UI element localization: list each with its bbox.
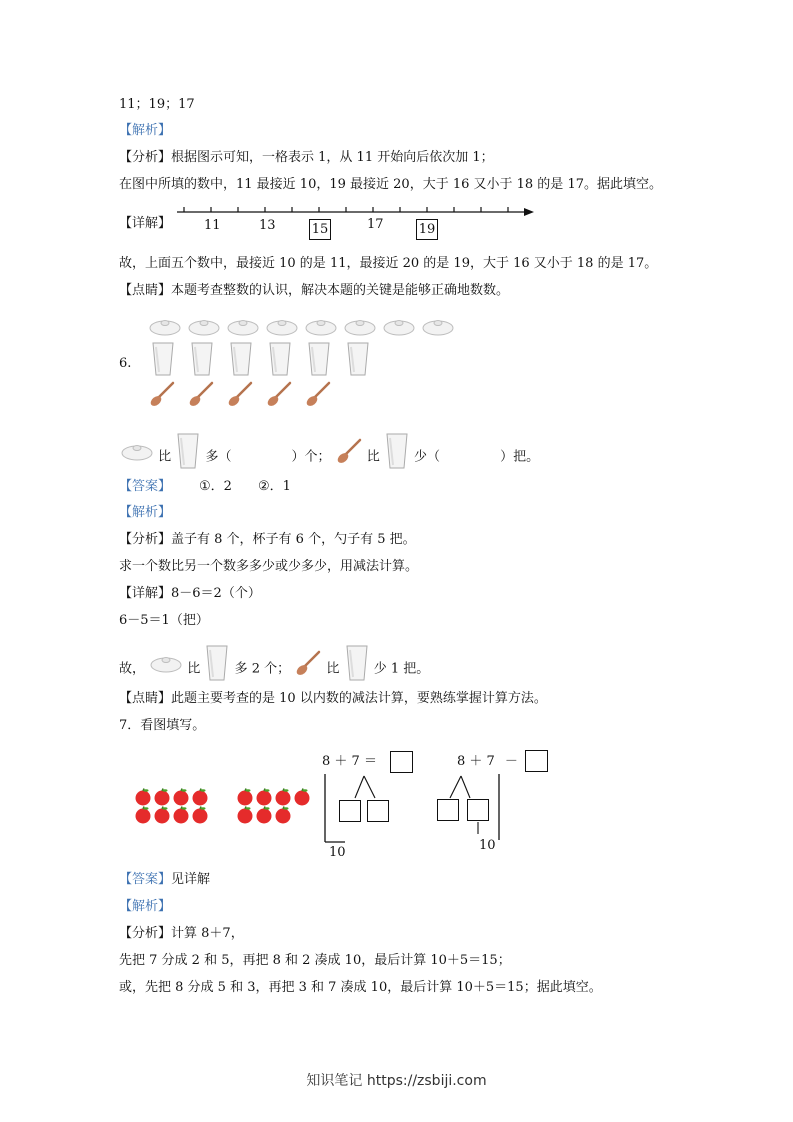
q6-dianjing: [119, 690, 547, 708]
q6-fenxi-text: 盖子有 8 个，杯子有 6 个，勺子有 5 把。: [171, 532, 416, 547]
q6-question-bi1: 比: [158, 449, 172, 465]
lid-icon: [265, 315, 299, 341]
cup-icon: [306, 341, 332, 381]
q5-xiangjie-tag: 【详解】: [119, 216, 172, 231]
q7-fenxi: [119, 925, 244, 943]
spoon-icon: [335, 437, 363, 477]
q6-answer-text: ①．2 ②．1: [199, 479, 291, 494]
q6-number: 6.: [119, 356, 132, 371]
q6-question-ba: ）把。: [500, 449, 540, 465]
q5-dianjing-tag: 【点睛】: [119, 283, 172, 298]
q6-fenxi: [119, 531, 416, 549]
q7-jiexi-tag: 【解析】: [119, 899, 172, 914]
q7-title: 7．看图填写。: [119, 718, 206, 733]
cup-icon: [175, 432, 201, 482]
q5-fenxi-text: 根据图示可知，一格表示 1，从 11 开始向后依次加 1；: [171, 150, 494, 165]
q7-eq1-split-box-1[interactable]: [339, 800, 361, 822]
lid-icon: [226, 315, 260, 341]
q6-question-shao: 少（: [414, 449, 441, 465]
q6-xiangjie-tag: 【详解】: [119, 586, 172, 601]
lid-icon: [149, 652, 183, 686]
number-line: [172, 202, 538, 242]
footer-watermark: 知识笔记 https://zsbiji.com: [306, 1073, 487, 1089]
apple-icon: [236, 806, 254, 828]
numberline-answer-box-19: 19: [416, 219, 438, 240]
q5-conclusion: 故，上面五个数中，最接近 10 的是 11，最接近 20 的是 19，大于 16 又小于 18 的是 17。: [119, 256, 658, 271]
apple-icon: [134, 806, 152, 828]
q6-answer: [119, 478, 291, 496]
cup-icon: [228, 341, 254, 381]
lid-icon: [187, 315, 221, 341]
q7-eq2-ten: 10: [479, 838, 496, 853]
q7-answer-text: 见详解: [171, 872, 211, 887]
numberline-label-13: 13: [259, 218, 276, 233]
cup-icon: [345, 341, 371, 381]
q6-conc-shao: 少 1 把。: [373, 661, 430, 677]
cup-icon: [204, 644, 230, 694]
q7-answer: [119, 871, 210, 889]
q7-eq2-split-box-2[interactable]: [467, 799, 489, 821]
q6-conc-gu: 故，: [119, 661, 146, 677]
lid-icon: [343, 315, 377, 341]
cup-icon: [267, 341, 293, 381]
cup-icon: [150, 341, 176, 381]
q5-fenxi-line2: 在图中所填的数中，11 最接近 10，19 最接近 20，大于 16 又小于 18 的是 17。据此填空。: [119, 177, 662, 192]
apple-icon: [293, 788, 311, 810]
q6-conc-bi1: 比: [187, 661, 201, 677]
q7-eq2-answer-box[interactable]: [525, 750, 548, 772]
q6-dianjing-tag: 【点睛】: [119, 691, 172, 706]
numberline-label-11: 11: [204, 218, 221, 233]
numberline-answer-box-15: 15: [309, 219, 331, 240]
q7-eq1: 8 ＋ 7 ＝: [322, 754, 377, 769]
cup-icon: [384, 432, 410, 482]
q6-jiexi-tag: 【解析】: [119, 505, 172, 520]
q7-eq1-ten: 10: [329, 845, 346, 860]
cup-icon: [344, 644, 370, 694]
q7-fenxi-line2: 先把 7 分成 2 和 5，再把 8 和 2 凑成 10，最后计算 10＋5＝15；: [119, 953, 511, 968]
spoon-icon: [265, 380, 293, 412]
q6-conc-bi2: 比: [326, 661, 340, 677]
q6-xiangjie: [119, 585, 261, 603]
apple-icon: [172, 806, 190, 828]
lid-icon: [120, 440, 154, 474]
spoon-icon: [187, 380, 215, 412]
q6-xiangjie-line2: 6－5＝1（把）: [119, 613, 209, 628]
lid-icon: [382, 315, 416, 341]
q5-fenxi: [119, 149, 494, 167]
q7-fenxi-text: 计算 8＋7，: [171, 926, 244, 941]
q6-question-bi2: 比: [366, 449, 380, 465]
q6-question: [120, 432, 539, 482]
q7-eq2-b: －: [504, 754, 518, 769]
q6-question-duo: 多（: [205, 449, 232, 465]
cup-icon: [189, 341, 215, 381]
q6-conclusion: [119, 644, 429, 694]
q5-dianjing: [119, 282, 509, 300]
q7-fenxi-line3: 或，先把 8 分成 5 和 3，再把 3 和 7 凑成 10，最后计算 10＋5＝15；据此填空。: [119, 980, 602, 995]
lid-icon: [421, 315, 455, 341]
q6-dianjing-text: 此题主要考查的是 10 以内数的减法计算，要熟练掌握计算方法。: [171, 691, 547, 706]
spoon-icon: [304, 380, 332, 412]
spoon-icon: [148, 380, 176, 412]
spoon-icon: [226, 380, 254, 412]
apple-icon: [191, 806, 209, 828]
apple-icon: [255, 806, 273, 828]
q6-conc-duo: 多 2 个；: [234, 661, 291, 677]
numberline-label-17: 17: [367, 217, 384, 232]
lid-icon: [304, 315, 338, 341]
q6-question-ge: ）个；: [291, 449, 331, 465]
top-answer-line: 11；19；17: [119, 97, 195, 112]
q6-fenxi-tag: 【分析】: [119, 532, 172, 547]
q5-fenxi-tag: 【分析】: [119, 150, 172, 165]
q5-jiexi-tag: 【解析】: [119, 123, 172, 138]
q7-fenxi-tag: 【分析】: [119, 926, 172, 941]
q5-dianjing-text: 本题考查整数的认识，解决本题的关键是能够正确地数数。: [171, 283, 510, 298]
apple-icon: [153, 806, 171, 828]
apple-icon: [274, 806, 292, 828]
q6-answer-tag: 【答案】: [119, 479, 172, 494]
q7-answer-tag: 【答案】: [119, 872, 172, 887]
q6-xiangjie-text: 8－6＝2（个）: [171, 586, 261, 601]
q7-eq2-a: 8 ＋ 7: [457, 754, 495, 769]
q7-eq2-split-box-1[interactable]: [437, 799, 459, 821]
spoon-icon: [294, 649, 322, 689]
q6-fenxi-line2: 求一个数比另一个数多多少或少多少，用减法计算。: [119, 559, 419, 574]
q7-eq1-split-box-2[interactable]: [367, 800, 389, 822]
lid-icon: [148, 315, 182, 341]
